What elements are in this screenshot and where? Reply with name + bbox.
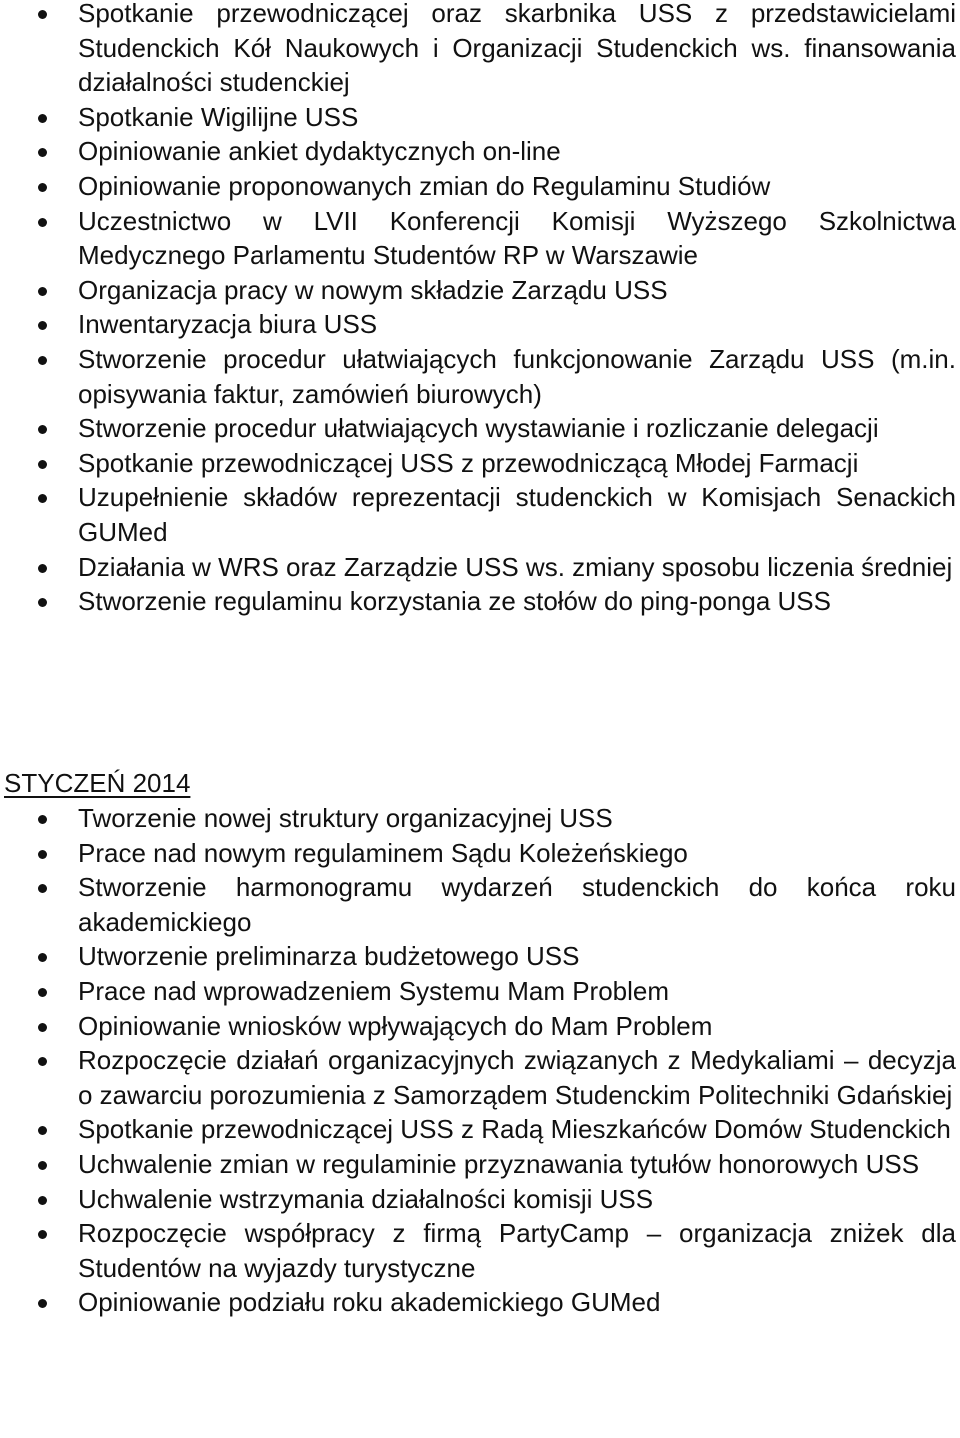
list-item xyxy=(0,550,960,585)
list-item-text: Tworzenie nowej struktury organizacyjnej USS xyxy=(78,803,613,833)
list-item-text: Uchwalenie zmian w regulaminie przyznawania tytułów honorowych USS xyxy=(78,1148,920,1179)
list-item-text: Uczestnictwo w LVII Konferencji Komisji Wyższego Szkolnictwa Medycznego Parlamentu Studentów RP w Warszawie xyxy=(78,205,956,271)
list-item-text: Spotkanie Wigilijne USS xyxy=(78,101,359,132)
bullet-icon xyxy=(38,953,47,962)
bullet-icon xyxy=(38,494,47,503)
list-item-text: Stworzenie procedur ułatwiających funkcjonowanie Zarządu USS (m.in. opisywania faktur, zamówień biurowych) xyxy=(78,343,956,409)
list-item xyxy=(0,1147,960,1182)
list-item-text: Stworzenie procedur ułatwiających wystawianie i rozliczanie delegacji xyxy=(78,413,879,444)
bullet-icon xyxy=(38,425,47,434)
bullet-icon xyxy=(38,884,47,893)
bullet-icon xyxy=(38,850,47,859)
list-item xyxy=(0,584,960,619)
list-item-text: Stworzenie regulaminu korzystania ze stołów do ping-ponga USS xyxy=(78,586,831,617)
list-item-text: Rozpoczęcie współpracy z firmą PartyCamp – organizacja zniżek dla Studentów na wyjazdy turystyczne xyxy=(78,1218,956,1283)
list-item xyxy=(0,870,960,939)
bullet-icon xyxy=(38,1057,47,1066)
bullet-icon xyxy=(38,1230,47,1239)
bullet-icon xyxy=(38,321,47,330)
bullet-icon xyxy=(38,218,47,227)
bullet-list xyxy=(0,801,960,1320)
list-item-text: Opiniowanie ankiet dydaktycznych on-line xyxy=(78,136,561,167)
bullet-icon xyxy=(38,287,47,296)
list-item xyxy=(0,974,960,1009)
list-item xyxy=(0,1009,960,1044)
list-item-text: Uchwalenie wstrzymania działalności komisji USS xyxy=(78,1183,654,1214)
list-item-text: Spotkanie przewodniczącej USS z przewodniczącą Młodej Farmacji xyxy=(78,447,859,478)
list-item xyxy=(0,446,960,481)
list-item-text: Uzupełnienie składów reprezentacji studenckich w Komisjach Senackich GUMed xyxy=(78,482,956,547)
list-item xyxy=(0,836,960,871)
bullet-icon xyxy=(38,598,47,607)
list-item xyxy=(0,134,960,169)
list-item xyxy=(0,480,960,549)
bullet-list xyxy=(0,0,960,619)
list-item xyxy=(0,411,960,446)
activity-list-previous xyxy=(0,0,960,619)
section-heading-january-2014: STYCZEŃ 2014 xyxy=(4,768,191,798)
bullet-icon xyxy=(38,183,47,192)
list-item xyxy=(0,204,960,273)
list-item-text: Organizacja pracy w nowym składzie Zarządu USS xyxy=(78,274,668,305)
list-item-text: Utworzenie preliminarza budżetowego USS xyxy=(78,941,580,972)
list-item-text: Opiniowanie proponowanych zmian do Regulaminu Studiów xyxy=(78,170,771,201)
list-item xyxy=(0,939,960,974)
list-item xyxy=(0,1216,960,1285)
bullet-icon xyxy=(38,1161,47,1170)
list-item xyxy=(0,1182,960,1217)
bullet-icon xyxy=(38,10,47,19)
bullet-icon xyxy=(38,564,47,573)
list-item xyxy=(0,100,960,135)
list-item-text: Prace nad wprowadzeniem Systemu Mam Problem xyxy=(78,975,670,1006)
bullet-icon xyxy=(38,815,47,824)
list-item-text: Opiniowanie wniosków wpływających do Mam Problem xyxy=(78,1010,713,1041)
bullet-icon xyxy=(38,1023,47,1032)
list-item-text: Stworzenie harmonogramu wydarzeń studenckich do końca roku akademickiego xyxy=(78,872,956,937)
list-item-text: Opiniowanie podziału roku akademickiego GUMed xyxy=(78,1287,661,1318)
list-item-text: Spotkanie przewodniczącej USS z Radą Mieszkańców Domów Studenckich xyxy=(78,1114,951,1145)
list-item-text: Spotkanie przewodniczącej oraz skarbnika USS z przedstawicielami Studenckich Kół Naukowych i Organizacji Studenckich ws. finansowania działalności studenckiej xyxy=(78,0,956,98)
bullet-icon xyxy=(38,148,47,157)
list-item xyxy=(0,169,960,204)
list-item-text: Inwentaryzacja biura USS xyxy=(78,309,378,340)
list-item xyxy=(0,0,960,100)
list-item xyxy=(0,1285,960,1320)
bullet-icon xyxy=(38,1126,47,1135)
list-item-text: Rozpoczęcie działań organizacyjnych związanych z Medykaliami – decyzja o zawarciu porozumienia z Samorządem Studenckim Politechniki Gdańskiej xyxy=(78,1045,956,1110)
list-item xyxy=(0,1112,960,1147)
list-item xyxy=(0,1043,960,1112)
list-item-text: Prace nad nowym regulaminem Sądu Koleżeńskiego xyxy=(78,837,688,868)
list-item xyxy=(0,307,960,342)
bullet-icon xyxy=(38,1299,47,1308)
bullet-icon xyxy=(38,1196,47,1205)
bullet-icon xyxy=(38,988,47,997)
bullet-icon xyxy=(38,356,47,365)
list-item xyxy=(0,801,960,836)
list-item-text: Działania w WRS oraz Zarządzie USS ws. zmiany sposobu liczenia średniej xyxy=(78,551,953,582)
bullet-icon xyxy=(38,114,47,123)
bullet-icon xyxy=(38,460,47,469)
activity-list-january xyxy=(0,801,960,1320)
list-item xyxy=(0,273,960,308)
list-item xyxy=(0,342,960,411)
